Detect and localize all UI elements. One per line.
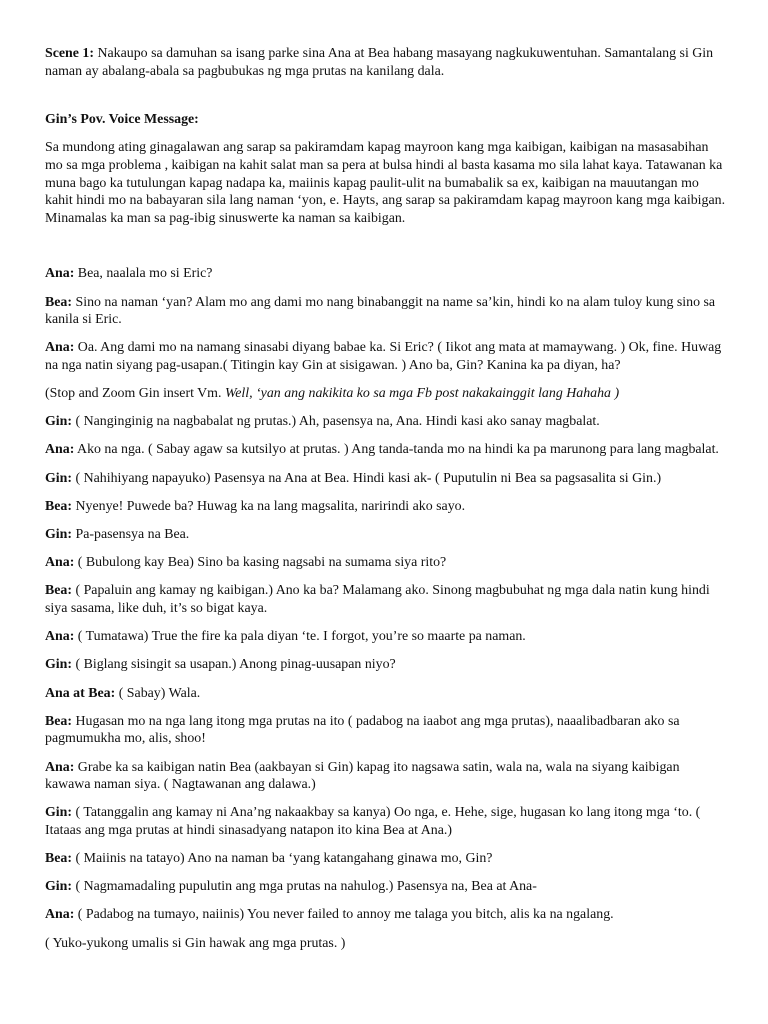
line-text: ( Sabay) Wala.	[115, 685, 201, 701]
document-page	[45, 45, 727, 952]
line-text: Ako na nga. ( Sabay agaw sa kutsilyo at prutas. ) Ang tanda-tanda mo na hindi ka pa marunong para lang magbalat.	[74, 442, 719, 458]
line-text: Hugasan mo na nga lang itong mga prutas na ito ( padabog na iaabot ang mga prutas), naaalibadbaran ako sa pagmumukha mo, alis, shoo!	[45, 713, 680, 747]
scene-label: Scene 1:	[45, 46, 94, 61]
line-text: ( Biglang sisingit sa usapan.) Anong pinag-uusapan niyo?	[72, 657, 396, 673]
scene-text: Nakaupo sa damuhan sa isang parke sina Ana at Bea habang masayang nagkukuwentuhan. Samantalang si Gin naman ay abalang-abala sa pagbubukas ng mga prutas na kanilang dala.	[45, 46, 714, 79]
dialogue-line	[45, 526, 727, 544]
stage-direction	[45, 935, 727, 953]
line-text: ( Papaluin ang kamay ng kaibigan.) Ano ka ba? Malamang ako. Sinong magbubuhat ng mga dala natin kung hindi siya sasama, like duh, it’s so bigat kaya.	[45, 583, 710, 616]
speaker-label: Ana:	[45, 442, 75, 458]
line-text: ( Maiinis na tatayo) Ano na naman ba ‘yang katangahang ginawa mo, Gin?	[72, 851, 493, 867]
speaker-label: Ana:	[45, 555, 75, 571]
scene-paragraph	[45, 45, 727, 80]
dialogue-line	[45, 339, 727, 374]
line-text: Oa. Ang dami mo na namang sinasabi diyang babae ka. Si Eric? ( Iikot ang mata at mamaywang. ) Ok, fine. Huwag na nga natin siyang pag-usapan.( Titingin kay Gin at sisigawan. ) Ano ba, Gin? Kanina ka pa diyan, ha?	[45, 340, 722, 373]
dialogue-line	[45, 554, 727, 572]
speaker-label: Bea:	[45, 583, 73, 599]
speaker-label: Gin:	[45, 879, 73, 895]
dialogue-line	[45, 470, 727, 488]
dialogue-line	[45, 441, 727, 459]
speaker-label: Ana:	[45, 759, 75, 775]
speaker-label: Bea:	[45, 851, 73, 867]
speaker-label: Gin:	[45, 470, 73, 486]
speaker-label: Ana:	[45, 340, 75, 356]
line-text: Bea, naalala mo si Eric?	[74, 266, 213, 282]
line-text: Pa-pasensya na Bea.	[72, 527, 190, 543]
line-text: ( Nahihiyang napayuko) Pasensya na Ana at Bea. Hindi kasi ak- ( Puputulin ni Bea sa pagsasalita si Gin.)	[72, 470, 662, 486]
line-text: Nyenye! Puwede ba? Huwag ka na lang magsalita, naririndi ako sayo.	[72, 498, 466, 514]
speaker-label: Gin:	[45, 657, 73, 673]
speaker-label: Ana:	[45, 629, 75, 645]
speaker-label: Bea:	[45, 294, 73, 310]
dialogue-line	[45, 628, 727, 646]
dialogue-line	[45, 685, 727, 703]
speaker-label: Bea:	[45, 498, 73, 514]
line-text: (Stop and Zoom Gin insert Vm.	[45, 386, 225, 402]
dialogue-line	[45, 498, 727, 516]
dialogue-line	[45, 804, 727, 839]
speaker-label: Gin:	[45, 527, 73, 543]
speaker-label: Ana at Bea:	[45, 685, 116, 701]
line-text: ( Padabog na tumayo, naiinis) You never failed to annoy me talaga you bitch, alis ka na ngalang.	[74, 907, 614, 923]
stage-direction	[45, 385, 727, 403]
dialogue-line	[45, 850, 727, 868]
dialogue-line	[45, 265, 727, 283]
line-text: ( Nanginginig na nagbabalat ng prutas.) Ah, pasensya na, Ana. Hindi kasi ako sanay magbalat.	[72, 414, 600, 430]
dialogue-line	[45, 656, 727, 674]
speaker-label: Gin:	[45, 805, 73, 821]
pov-paragraph: Sa mundong ating ginagalawan ang sarap sa pakiramdam kapag mayroon kang mga kaibigan, kaibigan na masasabihan mo sa mga problema , kaibigan na kahit salat man sa pera at bulsa hindi al basta kasama mo sila lahat kaya. Tatawanan ka muna bago ka tutulungan kapag nadapa ka, maiinis kapag paulit-ulit na bumabalik sa ex, kaibigan na mauutangan mo kahit hindi mo na babayaran sila lang naman ‘yon, e. Hayts, ang sarap sa pakiramdam kapag mayroon kang mga kaibigan. Minamalas ka man sa pag-ibig sinuswerte ka naman sa kaibigan.	[45, 140, 726, 226]
speaker-label: Ana:	[45, 907, 75, 923]
dialogue-line	[45, 582, 727, 617]
line-text: ( Nagmamadaling pupulutin ang mga prutas na nahulog.) Pasensya na, Bea at Ana-	[72, 879, 537, 895]
line-text: ( Yuko-yukong umalis si Gin hawak ang mga prutas. )	[45, 935, 346, 951]
dialogue-line	[45, 413, 727, 431]
italic-text: Well, ‘yan ang nakikita ko sa mga Fb post nakakainggit lang Hahaha )	[224, 386, 620, 402]
dialogue-line	[45, 759, 727, 794]
dialogue-line	[45, 878, 727, 896]
line-text: ( Tumatawa) True the fire ka pala diyan ‘te. I forgot, you’re so maarte pa naman.	[74, 629, 526, 645]
line-text: ( Bubulong kay Bea) Sino ba kasing nagsabi na sumama siya rito?	[74, 555, 447, 571]
dialogue-line	[45, 906, 727, 924]
pov-heading: Gin’s Pov. Voice Message:	[45, 112, 199, 128]
line-text: Grabe ka sa kaibigan natin Bea (aakbayan si Gin) kapag ito nagsawa satin, wala na, wala na siyang kaibigan kawawa naman siya. ( Nagtawanan ang dalawa.)	[45, 759, 680, 793]
line-text: Sino na naman ‘yan? Alam mo ang dami mo nang binabanggit na name sa’kin, hindi ko na alam tuloy kung sino sa kanila si Eric.	[45, 294, 716, 328]
speaker-label: Gin:	[45, 414, 73, 430]
speaker-label: Ana:	[45, 266, 75, 282]
speaker-label: Bea:	[45, 713, 73, 729]
dialogue-line	[45, 713, 727, 748]
dialogue-line	[45, 294, 727, 329]
line-text: ( Tatanggalin ang kamay ni Ana’ng nakaakbay sa kanya) Oo nga, e. Hehe, sige, hugasan ko lang itong mga ‘to. ( Itataas ang mga prutas at hindi sinasadyang natapon ito kina Bea at Ana.)	[45, 805, 701, 838]
